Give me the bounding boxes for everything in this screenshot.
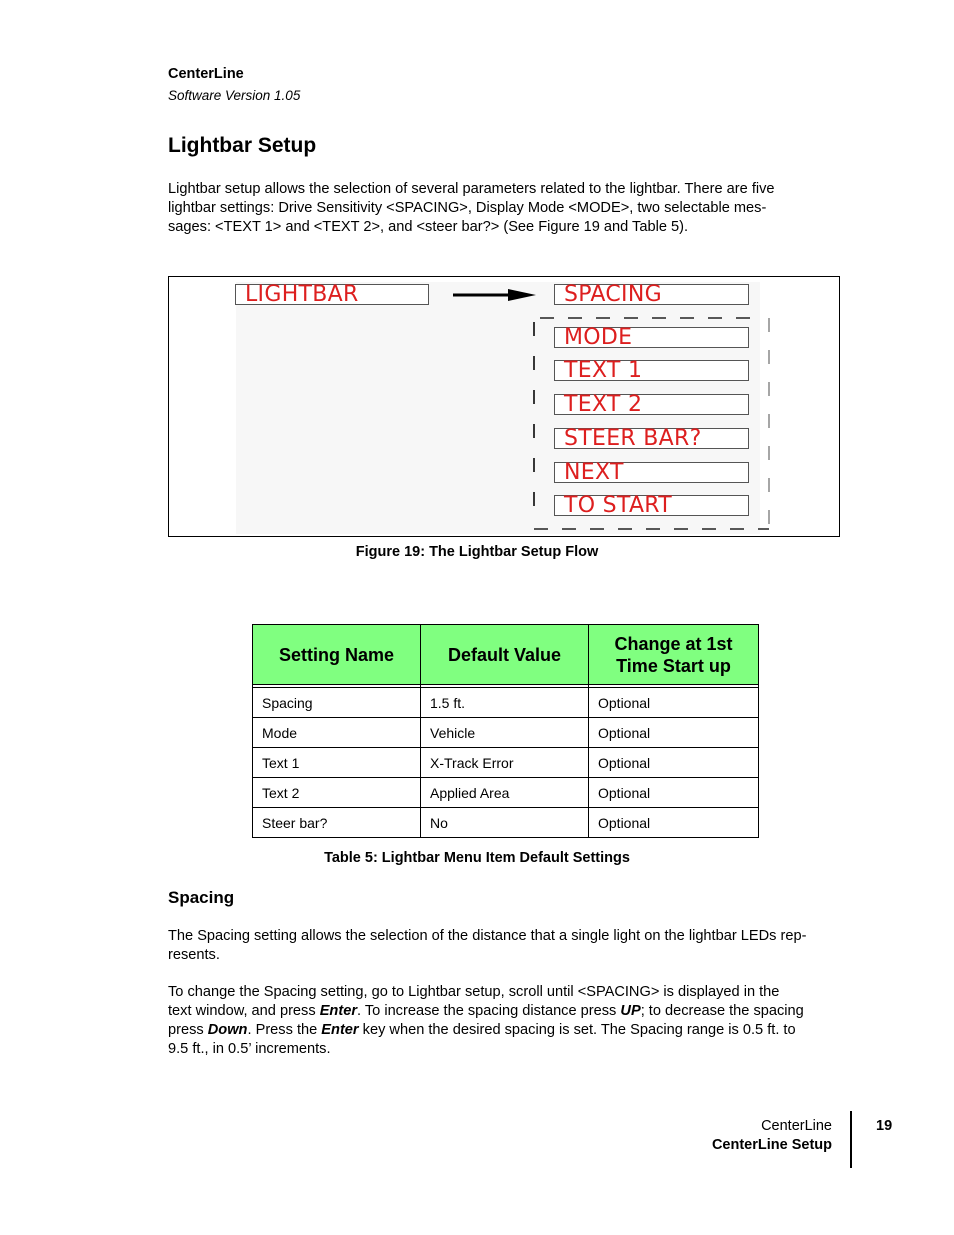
paragraph-line: 9.5 ft., in 0.5’ increments.: [168, 1041, 331, 1057]
footer-divider: [850, 1111, 852, 1168]
table-cell: Optional: [589, 748, 759, 778]
enter-key-term: Enter: [321, 1022, 359, 1038]
table-cell: Spacing: [253, 688, 421, 718]
subsection-title: Spacing: [168, 888, 235, 907]
table-cell: Steer bar?: [253, 808, 421, 838]
paragraph-line: The Spacing setting allows the selection of the distance that a single light on the lightbar LEDs rep-: [168, 928, 807, 944]
menu-item-next: NEXT: [554, 462, 749, 483]
menu-item-steer-bar: STEER BAR?: [554, 428, 749, 449]
table-cell: Optional: [589, 808, 759, 838]
paragraph-line: press Down. Press the Enter key when the desired spacing is set. The Spacing range is 0.5 ft. to: [168, 1022, 796, 1038]
figure-caption: Figure 19: The Lightbar Setup Flow: [355, 544, 599, 560]
table-cell: Optional: [589, 688, 759, 718]
table-row: [253, 778, 759, 808]
lightbar-root-box: LIGHTBAR: [235, 284, 429, 305]
table-cell: No: [421, 808, 589, 838]
table-header-row: [253, 625, 759, 685]
intro-line: sages: <TEXT 1> and <TEXT 2>, and <steer bar?> (See Figure 19 and Table 5).: [168, 219, 689, 235]
table-header-cell: Setting Name: [253, 625, 421, 685]
table-cell: 1.5 ft.: [421, 688, 589, 718]
intro-paragraph: [168, 180, 848, 237]
table-cell: Text 1: [253, 748, 421, 778]
software-version: Software Version 1.05: [168, 88, 301, 103]
paragraph-line: resents.: [168, 947, 220, 963]
down-key-term: Down: [207, 1022, 248, 1038]
enter-key-term: Enter: [319, 1003, 358, 1019]
section-title: Lightbar Setup: [168, 134, 317, 157]
table-row: [253, 718, 759, 748]
intro-line: Lightbar setup allows the selection of several parameters related to the lightbar. There are five: [168, 181, 775, 197]
paragraph-line: text window, and press Enter. To increase the spacing distance press UP; to decrease the spacing: [168, 1003, 804, 1019]
spacing-paragraph-2: [168, 983, 848, 1059]
menu-item-text-2: TEXT 2: [554, 394, 749, 415]
table-row: [253, 688, 759, 718]
menu-item-text-1: TEXT 1: [554, 360, 749, 381]
page-number: 19: [876, 1118, 893, 1134]
menu-item-spacing: SPACING: [554, 284, 749, 305]
menu-item-mode: MODE: [554, 327, 749, 348]
table-cell: Text 2: [253, 778, 421, 808]
table-cell: Vehicle: [421, 718, 589, 748]
settings-table: [252, 624, 759, 838]
document-title: CenterLine: [168, 66, 244, 82]
paragraph-line: To change the Spacing setting, go to Lightbar setup, scroll until <SPACING> is displayed in the: [168, 984, 780, 1000]
table-cell: Applied Area: [421, 778, 589, 808]
flow-arrow-icon: [450, 286, 540, 306]
table-header-cell: Change at 1st Time Start up: [589, 625, 759, 685]
footer-section: CenterLine Setup: [711, 1137, 832, 1153]
table-cell: Optional: [589, 778, 759, 808]
table-row: [253, 748, 759, 778]
up-key-term: UP: [620, 1003, 641, 1019]
spacing-paragraph-1: [168, 927, 848, 965]
menu-item-to-start: TO START: [554, 495, 749, 516]
footer-product: CenterLine: [761, 1118, 832, 1134]
table-cell: Optional: [589, 718, 759, 748]
table-cell: Mode: [253, 718, 421, 748]
table-caption: Table 5: Lightbar Menu Item Default Settings: [324, 850, 630, 866]
table-row: [253, 808, 759, 838]
intro-line: lightbar settings: Drive Sensitivity <SPACING>, Display Mode <MODE>, two selectable mes-: [168, 200, 767, 216]
table-header-cell: Default Value: [421, 625, 589, 685]
table-cell: X-Track Error: [421, 748, 589, 778]
